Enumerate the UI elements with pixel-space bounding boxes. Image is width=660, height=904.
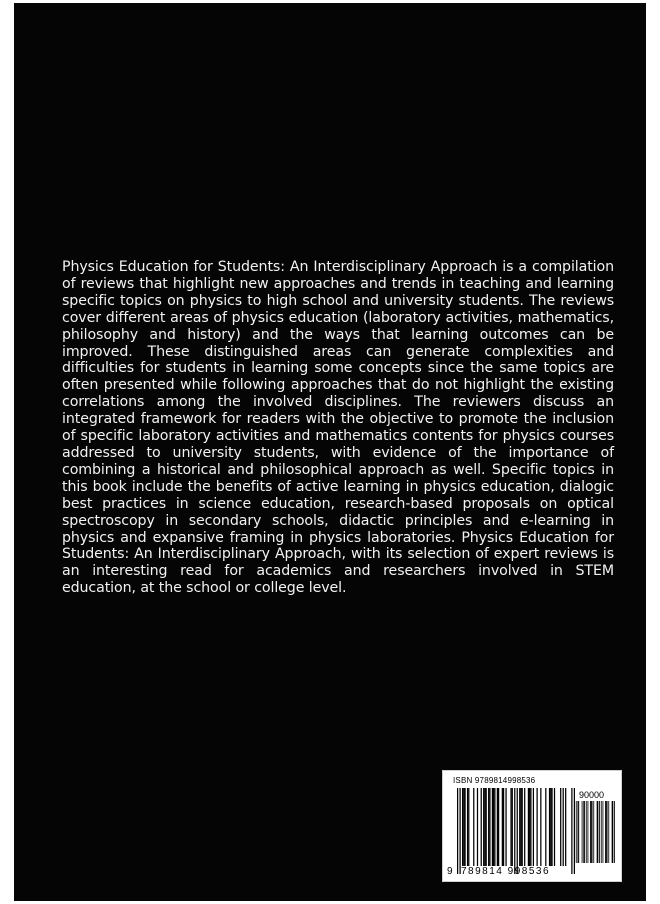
addon-bar	[582, 801, 583, 863]
barcode-bar	[484, 788, 485, 866]
addon-bar	[584, 801, 585, 863]
barcode-bar	[536, 788, 537, 866]
barcode-bar	[510, 788, 511, 866]
addon-bar	[603, 801, 604, 863]
barcode-lead-digit: 9	[447, 866, 453, 877]
barcode-bar	[571, 788, 572, 874]
addon-bar	[576, 801, 577, 863]
addon-bar	[599, 801, 600, 863]
barcode-bar	[533, 788, 534, 866]
barcode-bar	[497, 788, 498, 866]
addon-bar	[597, 801, 598, 863]
addon-bar	[591, 801, 592, 863]
barcode-bar	[522, 788, 523, 866]
barcode-bar	[512, 788, 513, 866]
barcode-bar	[494, 788, 495, 866]
barcode-bar	[503, 788, 504, 866]
addon-bar	[586, 801, 587, 863]
addon-bar	[607, 801, 608, 863]
barcode-bar	[554, 788, 555, 866]
barcode-bar	[502, 788, 503, 866]
barcode-bar	[463, 788, 464, 866]
isbn-label: ISBN 9789814998536	[453, 776, 536, 785]
addon-bar	[612, 801, 613, 863]
barcode-bar	[528, 788, 529, 866]
barcode-bar	[483, 788, 484, 866]
barcode-bar	[524, 788, 525, 866]
barcode-bar	[464, 788, 465, 866]
barcode-bar	[550, 788, 551, 866]
barcode-bar	[481, 788, 482, 866]
addon-bar	[608, 801, 609, 863]
barcode-bar	[486, 788, 487, 866]
barcode-bar	[529, 788, 530, 866]
barcode-bar	[551, 788, 552, 866]
barcode-bar	[514, 788, 515, 874]
barcode-bar	[459, 788, 460, 874]
barcode-bar	[457, 788, 458, 874]
barcode-bar	[492, 788, 493, 866]
barcode-bar	[530, 788, 531, 866]
barcode-bar	[517, 788, 518, 874]
addon-bar	[590, 801, 591, 863]
addon-bar	[578, 801, 579, 863]
barcode-bar	[560, 788, 561, 866]
barcode-bar	[519, 788, 520, 866]
addon-bar	[583, 801, 584, 863]
addon-bar	[605, 801, 606, 863]
back-cover	[14, 3, 646, 901]
barcode-bar	[498, 788, 499, 866]
barcode-bar	[545, 788, 546, 866]
barcode-bar	[505, 788, 506, 866]
barcode-bar	[477, 788, 478, 866]
addon-bar	[613, 801, 614, 863]
barcode-bar	[563, 788, 564, 866]
isbn-barcode	[442, 770, 622, 882]
barcode-bar	[565, 788, 566, 866]
ean13-bars	[457, 788, 575, 874]
barcode-bar	[489, 788, 490, 866]
barcode-bar	[549, 788, 550, 866]
barcode-digits: 789814 998536	[461, 866, 551, 877]
addon-bar	[601, 801, 602, 863]
barcode-bar	[467, 788, 468, 866]
barcode-bar	[493, 788, 494, 866]
addon-bar	[606, 801, 607, 863]
addon-bar	[578, 801, 579, 863]
addon-bar	[593, 801, 594, 863]
barcode-bar	[468, 788, 469, 866]
book-description: Physics Education for Students: An Interdisciplinary Approach is a compilation of reviews that highlight new approaches and trends in teaching and learning specific topics on physics to high school and university students. The reviews cover different areas of physics education (laboratory activities, mathematics, philosophy and history) and the ways that learning outcomes can be improved. These distinguished areas can generate complexities and difficulties for students in learning some concepts since the same topics are often presented while following approaches that do not highlight the existing correlations among the involved disciplines. The reviewers discuss an integrated framework for readers with the objective to promote the inclusion of specific laboratory activities and mathematics contents for physics courses addressed to university students, with evidence of the importance of combining a historical and philosophical approach as well. Specific topics in this book include the benefits of active learning in physics education, dialogic best practices in science education, research-based proposals on optical spectroscopy in secondary schools, didactic principles and e-learning in physics and expansive framing in physics laboratories. Physics Education for Students: An Interdisciplinary Approach, with its selection of expert reviews is an interesting read for academics and researchers involved in STEM education, at the school or college level.	[62, 259, 614, 597]
barcode-bar	[520, 788, 521, 866]
barcode-bar	[488, 788, 489, 866]
addon-bar	[614, 801, 615, 863]
addon-bar	[588, 801, 589, 863]
barcode-bar	[462, 788, 463, 866]
barcode-bar	[540, 788, 541, 866]
barcode-bar	[473, 788, 474, 866]
addon-bars	[575, 801, 615, 863]
price-code: 90000	[579, 790, 605, 800]
addon-bar	[598, 801, 599, 863]
addon-bar	[592, 801, 593, 863]
